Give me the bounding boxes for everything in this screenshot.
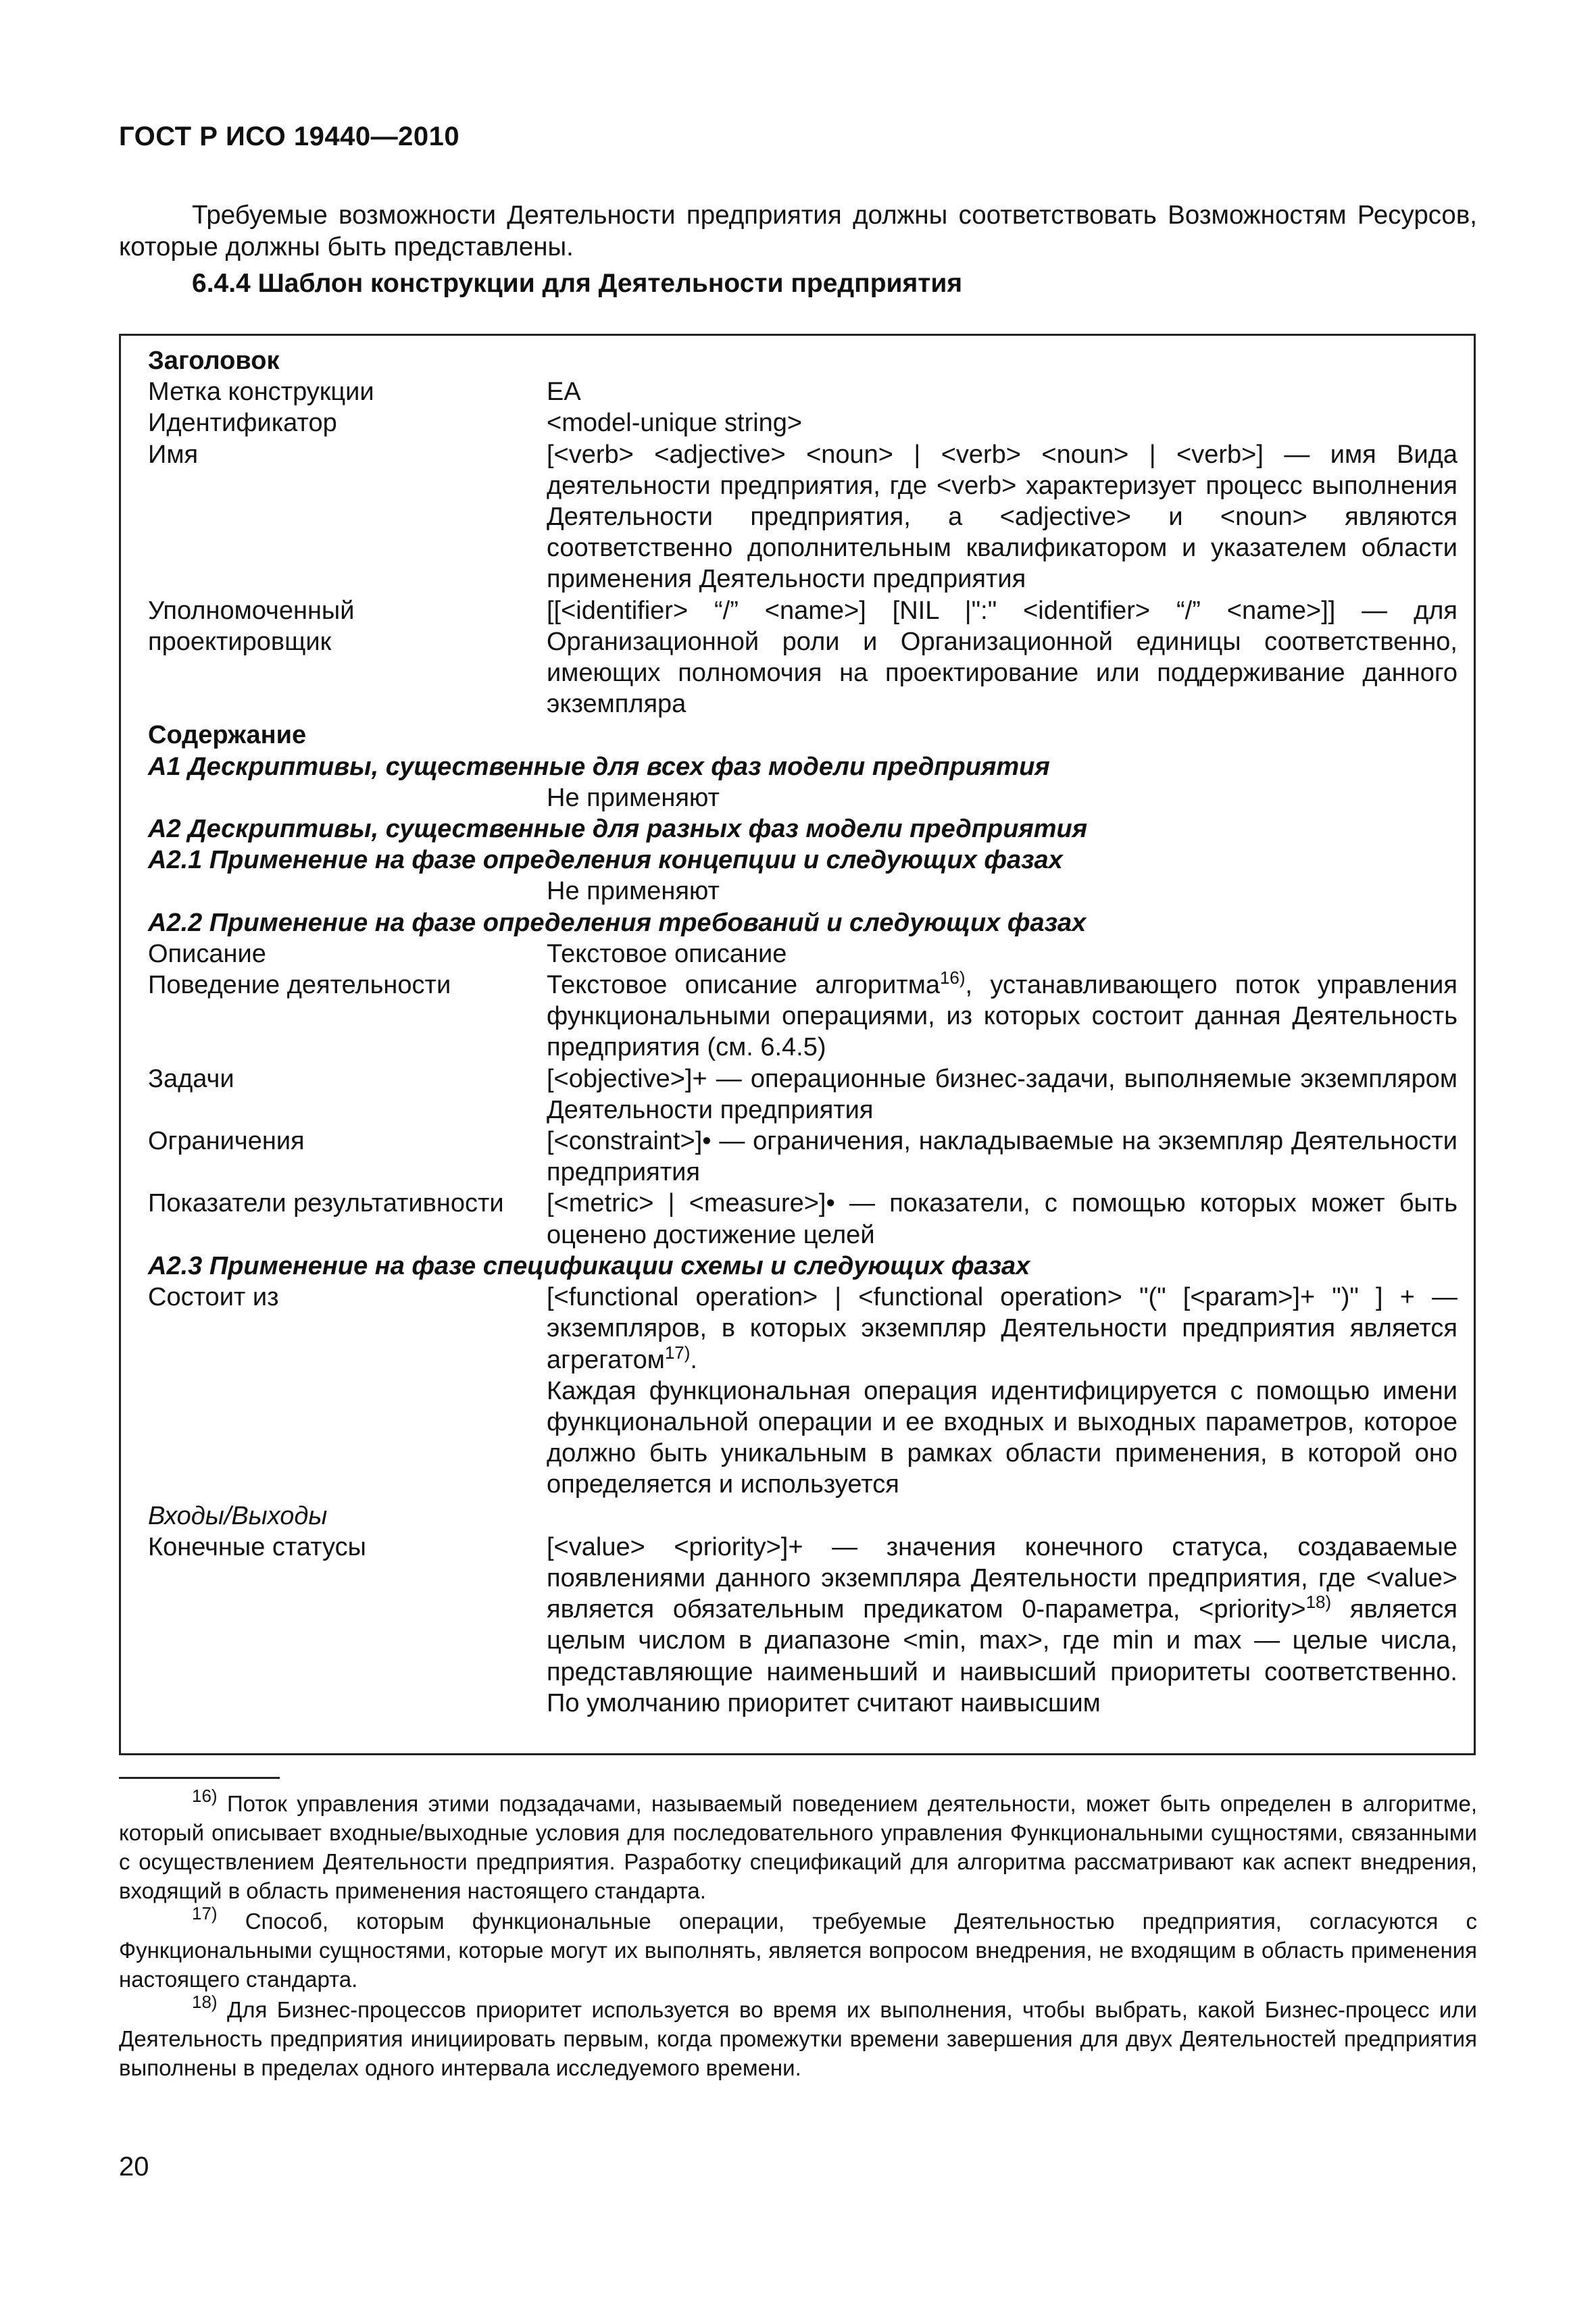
ending-statuses-text-cont: является целым числом в диапазоне <min, max>, где min и max — целые числа, представляющие наименьший и наивысший приоритеты соответственно. По умолчанию приоритет считают наивысшим — [547, 1595, 1457, 1717]
identifier-label: Идентификатор — [148, 409, 337, 438]
footnote-text: Для Бизнес-процессов приоритет используется во время их выполнения, чтобы выбрать, какой Бизнес-процесс или Деятельность предприятия инициировать первым, когда промежутки времени завершения для двух Деятельностей предприятия выполнены в пределах одного интервала исследуемого времени. — [119, 1997, 1477, 2080]
ending-statuses-row — [148, 1532, 1457, 1719]
ending-statuses-value — [547, 1532, 1457, 1719]
construct-template-box — [119, 334, 1476, 1755]
behaviour-label: Поведение деятельности — [148, 971, 451, 1000]
design-authority-value: [[<identifier> “/” <name>] [NIL |":" <identifier> “/” <name>]] — для Организационной роли и Организационной единицы соответственно, имеющих полномочия на проектирование или поддерживание данного экземпляра — [547, 596, 1457, 719]
identifier-row — [148, 407, 1457, 438]
footnote-text: Способ, которым функциональные операции, требуемые Деятельностью предприятия, согласуются с Функциональными сущностями, которые могут их выполнять, является вопросом внедрения, не входящим в область применения настоящего стандарта. — [119, 1909, 1477, 1992]
name-row — [148, 439, 1457, 595]
constraints-value: [<constraint>]• — ограничения, накладываемые на экземпляр Деятельности предприятия — [547, 1127, 1457, 1187]
consists-of-value — [547, 1282, 1457, 1500]
footnote-mark: 18) — [192, 1992, 218, 2012]
description-value: Текстовое описание — [547, 939, 787, 968]
consists-of-label: Состоит из — [148, 1283, 279, 1312]
section-title: 6.4.4 Шаблон конструкции для Деятельности предприятия — [192, 269, 963, 298]
footnote-mark: 17) — [192, 1903, 218, 1923]
intro-paragraph: Требуемые возможности Деятельности предприятия должны соответствовать Возможностям Ресурсов, которые должны быть представлены. — [119, 201, 1477, 261]
inputs-outputs-label: Входы/Выходы — [148, 1501, 328, 1530]
behaviour-value — [547, 967, 1457, 1063]
description-label: Описание — [148, 939, 266, 968]
footnote-ref-17: 17) — [664, 1342, 691, 1363]
page-number: 20 — [119, 2152, 149, 2182]
footnote-ref-18: 18) — [1305, 1592, 1332, 1613]
performance-row — [148, 1188, 1457, 1250]
objectives-value: [<objective>]+ — операционные бизнес-задачи, выполняемые экземпляром Деятельности предприятия — [547, 1064, 1457, 1124]
a21-title: A2.1 Применение на фазе определения концепции и следующих фазах — [148, 846, 1063, 875]
footnote-divider — [119, 1777, 280, 1779]
ending-statuses-label: Конечные статусы — [148, 1532, 366, 1561]
footnote-mark: 16) — [192, 1786, 218, 1806]
footnotes — [119, 1786, 1477, 2084]
standard-header: ГОСТ Р ИСО 19440—2010 — [119, 122, 460, 151]
behaviour-row — [148, 967, 1457, 1063]
behaviour-text: Текстовое описание алгоритма — [547, 971, 940, 1000]
consists-of-text-end: . — [690, 1345, 697, 1374]
footnote-17 — [119, 1903, 1477, 1994]
construct-tag-row — [148, 376, 1457, 407]
objectives-label: Задачи — [148, 1064, 234, 1093]
constraints-row — [148, 1126, 1457, 1188]
constraints-label: Ограничения — [148, 1127, 305, 1156]
name-label: Имя — [148, 440, 199, 469]
description-row — [148, 938, 1457, 970]
objectives-row — [148, 1063, 1457, 1126]
a21-value: Не применяют — [547, 877, 720, 906]
design-authority-label — [148, 595, 547, 720]
identifier-value: <model-unique string> — [547, 409, 803, 438]
a22-title: A2.2 Применение на фазе определения требований и следующих фазах — [148, 908, 1087, 937]
footnote-text: Поток управления этими подзадачами, называемый поведением деятельности, может быть определен в алгоритме, который описывает входные/выходные условия для последовательного управления Функциональными сущностями, связанными с осуществлением Деятельности предприятия. Разработку спецификаций для алгоритма рассматривают как аспект внедрения, входящий в область применения настоящего стандарта. — [119, 1791, 1477, 1903]
a23-title: A2.3 Применение на фазе спецификации схемы и следующих фазах — [148, 1251, 1030, 1280]
a1-value: Не применяют — [547, 783, 720, 812]
consists-of-text-2: Каждая функциональная операция идентифицируется с помощью имени функциональной операции и ее входных и выходных параметров, которое должно быть уникальным в рамках области применения, в которой оно определяется и используется — [547, 1376, 1457, 1499]
a2-title: A2 Дескриптивы, существенные для разных фаз модели предприятия — [148, 815, 1088, 844]
footnote-ref-16: 16) — [939, 967, 966, 988]
design-authority-label-line1: Уполномоченный — [148, 596, 355, 625]
footnote-18 — [119, 1992, 1477, 2082]
construct-tag-label: Метка конструкции — [148, 378, 374, 407]
design-authority-row — [148, 595, 1457, 720]
content-label: Содержание — [148, 721, 307, 750]
a1-title: A1 Дескриптивы, существенные для всех фаз модели предприятия — [148, 752, 1050, 781]
consists-of-text-main: [<functional operation> | <functional operation> "(" [<param>]+ ")" ] + — экземпляров, в которых экземпляр Деятельности предприятия является агрегатом — [547, 1283, 1457, 1374]
construct-tag-value: EA — [547, 378, 581, 407]
consists-of-text — [547, 1282, 1457, 1376]
performance-label: Показатели результативности — [148, 1189, 504, 1218]
footnote-16 — [119, 1786, 1477, 1905]
ending-statuses-text: [<value> <priority>]+ — значения конечного статуса, создаваемые появлениями данного экземпляра Деятельности предприятия, где <value> является обязательным предикатом 0-параметра, <priority> — [547, 1532, 1457, 1624]
performance-value: [<metric> | <measure>]• — показатели, с помощью которых может быть оценено достижение целей — [547, 1189, 1457, 1249]
name-value: [<verb> <adjective> <noun> | <verb> <noun> | <verb>] — имя Вида деятельности предприятия, где <verb> характеризует процесс выполнения Деятельности предприятия, а <adjective> и <noun> являются соответственно дополнительным квалификатором и указателем области применения Деятельности предприятия — [547, 440, 1457, 594]
design-authority-label-line2: проектировщик — [148, 627, 332, 656]
behaviour-text-cont: , устанавливающего поток управления функциональными операциями, из которых состоит данная Деятельность предприятия (см. 6.4.5) — [547, 971, 1457, 1062]
heading-label: Заголовок — [148, 347, 280, 375]
consists-of-row — [148, 1282, 1457, 1500]
